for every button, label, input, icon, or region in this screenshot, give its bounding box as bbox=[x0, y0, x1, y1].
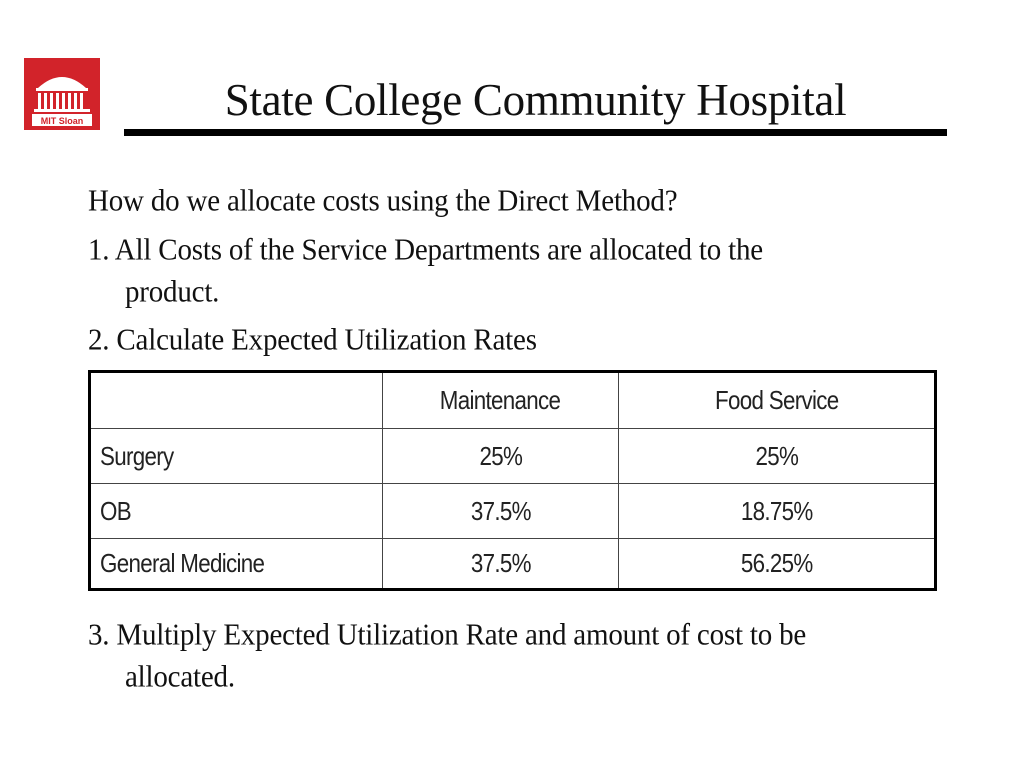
point-3-line-2: allocated. bbox=[125, 660, 235, 694]
point-1-line-2: product. bbox=[125, 275, 220, 309]
header-cell-empty bbox=[90, 372, 383, 429]
table-row bbox=[90, 539, 936, 590]
maintenance-cell: 37.5% bbox=[383, 484, 619, 539]
point-1-line-1: 1. All Costs of the Service Departments are allocated to the bbox=[88, 233, 763, 267]
dept-cell: Surgery bbox=[90, 429, 383, 484]
mit-sloan-logo bbox=[24, 58, 100, 130]
food-service-cell: 18.75% bbox=[619, 484, 936, 539]
point-3 bbox=[88, 614, 948, 698]
svg-text:MIT Sloan: MIT Sloan bbox=[40, 116, 84, 126]
food-service-cell: 56.25% bbox=[619, 539, 936, 590]
table-row bbox=[90, 429, 936, 484]
food-service-cell: 25% bbox=[619, 429, 936, 484]
header-cell-food-service: Food Service bbox=[619, 372, 936, 429]
slide-title: State College Community Hospital bbox=[224, 75, 847, 125]
header-cell-maintenance: Maintenance bbox=[383, 372, 619, 429]
title-underline bbox=[124, 129, 947, 136]
maintenance-cell: 37.5% bbox=[383, 539, 619, 590]
point-1 bbox=[88, 229, 948, 313]
table-row bbox=[90, 484, 936, 539]
maintenance-cell: 25% bbox=[383, 429, 619, 484]
table-header-row bbox=[90, 372, 936, 429]
question-text: How do we allocate costs using the Direct Method? bbox=[88, 184, 678, 218]
point-3-line-1: 3. Multiply Expected Utilization Rate and amount of cost to be bbox=[88, 618, 807, 652]
dept-cell: OB bbox=[90, 484, 383, 539]
point-2: 2. Calculate Expected Utilization Rates bbox=[88, 323, 537, 357]
dept-cell: General Medicine bbox=[90, 539, 383, 590]
utilization-rates-table bbox=[88, 370, 937, 591]
